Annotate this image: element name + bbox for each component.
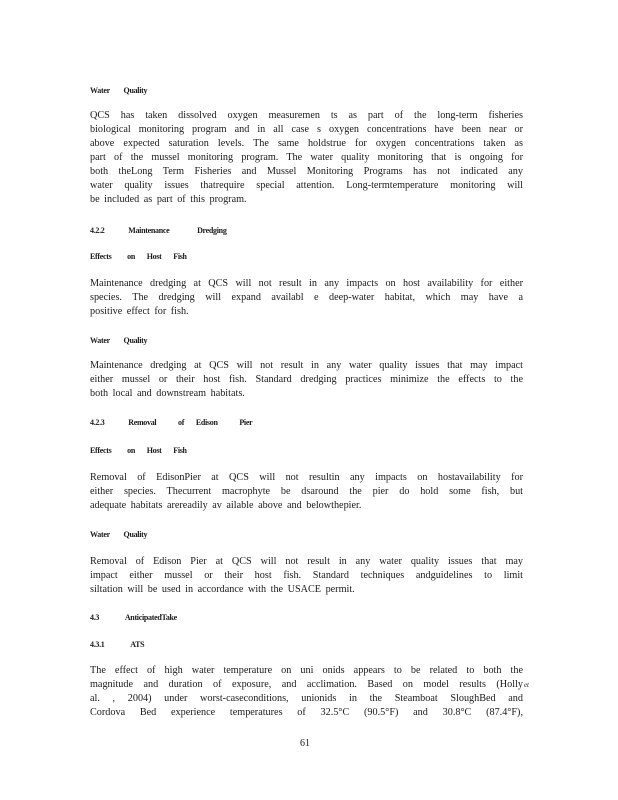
page-number: 61	[300, 738, 310, 749]
heading-word: Host	[146, 446, 162, 455]
heading-word: ATS	[130, 640, 145, 649]
text-line: impact either mussel or their host fish. Standard techniques andguidelines to limit	[90, 570, 523, 581]
text-line: both theLong Term Fisheries and Mussel Monitoring Programs has not indicated any	[90, 166, 523, 177]
heading-word: Dredging	[197, 226, 227, 235]
text-line: biological monitoring program and in all case s oxygen concentrations have been near or	[90, 124, 523, 135]
heading-section-4-3	[90, 613, 177, 622]
text-line: siltation will be used in accordance with the USACE permit.	[90, 584, 355, 595]
heading-word: Fish	[173, 446, 187, 455]
heading-effects-on-host-fish	[90, 446, 187, 455]
heading-word: Removal	[128, 418, 157, 427]
heading-water-quality	[90, 336, 147, 345]
heading-word: Quality	[123, 530, 148, 539]
text-line: adequate habitats arereadily av ailable above and belowthepier.	[90, 500, 362, 511]
heading-word: Quality	[123, 336, 148, 345]
heading-word: Maintenance	[128, 226, 170, 235]
italic-et: et	[523, 681, 529, 689]
text-line: Maintenance dredging at QCS will not result in any impacts on host availability for either	[90, 278, 523, 289]
heading-section-4-2-3	[90, 418, 252, 427]
heading-word: on	[127, 446, 136, 455]
heading-word: Water	[90, 86, 110, 95]
paragraph-dredging-host-fish	[90, 277, 523, 319]
text-line: The effect of high water temperature on uni onids appears to be related to both the	[90, 665, 523, 676]
text-line: al. , 2004) under worst-caseconditions, unionids in the Steamboat SloughBed and	[90, 693, 523, 704]
heading-word: Quality	[123, 86, 148, 95]
text-line: Removal of EdisonPier at QCS will not resultin any impacts on hostavailability for	[90, 472, 523, 483]
paragraph-pier-removal-host-fish	[90, 471, 523, 513]
text-line-body: magnitude and duration of exposure, and acclimation. Based on model results (Holly	[90, 679, 523, 690]
text-line: species. The dredging will expand availabl e deep-water habitat, which may have a	[90, 292, 523, 303]
paragraph-pier-removal-water-quality	[90, 555, 523, 597]
heading-word: on	[127, 252, 136, 261]
heading-word: AnticipatedTake	[124, 613, 177, 622]
paragraph-dredging-water-quality	[90, 359, 523, 401]
heading-word: Water	[90, 336, 110, 345]
paragraph-ats-water-temperature	[90, 664, 529, 720]
text-line: both local and downstream habitats.	[90, 388, 245, 399]
heading-section-4-2-2	[90, 226, 227, 235]
heading-section-4-3-1	[90, 640, 144, 649]
text-line: either species. Thecurrent macrophyte be dsaround the pier do hold some fish, but	[90, 486, 523, 497]
heading-water-quality	[90, 86, 147, 95]
heading-word: Edison	[195, 418, 218, 427]
text-line: part of the mussel monitoring program. The water quality monitoring that is ongoing for	[90, 152, 523, 163]
text-line: be included as part of this program.	[90, 194, 247, 205]
text-line: positive effect for fish.	[90, 306, 189, 317]
text-line: Cordova Bed experience temperatures of 32.5°C (90.5°F) and 30.8°C (87.4°F),	[90, 707, 523, 718]
section-number: 4.3.1	[90, 640, 105, 649]
heading-word: Effects	[90, 446, 112, 455]
heading-word: Host	[146, 252, 162, 261]
paragraph-oxygen-monitoring	[90, 109, 523, 207]
text-line: QCS has taken dissolved oxygen measuremen ts as part of the long-term fisheries	[90, 110, 523, 121]
text-line	[90, 678, 529, 692]
heading-word: Fish	[173, 252, 187, 261]
heading-word: Water	[90, 530, 110, 539]
text-line: Maintenance dredging at QCS will not result in any water quality issues that may impact	[90, 360, 523, 371]
section-number: 4.3	[90, 613, 100, 622]
heading-word: Pier	[239, 418, 253, 427]
text-line: Removal of Edison Pier at QCS will not result in any water quality issues that may	[90, 556, 523, 567]
section-number: 4.2.2	[90, 226, 105, 235]
section-number: 4.2.3	[90, 418, 105, 427]
text-line: water quality issues thatrequire special attention. Long-termtemperature monitoring will	[90, 180, 523, 191]
text-line: either mussel or their host fish. Standard dredging practices minimize the effects to the	[90, 374, 523, 385]
heading-word: of	[178, 418, 185, 427]
heading-word: Effects	[90, 252, 112, 261]
heading-effects-on-host-fish	[90, 252, 187, 261]
heading-water-quality	[90, 530, 147, 539]
text-line: above expected saturation levels. The same holdstrue for oxygen concentrations taken as	[90, 138, 523, 149]
